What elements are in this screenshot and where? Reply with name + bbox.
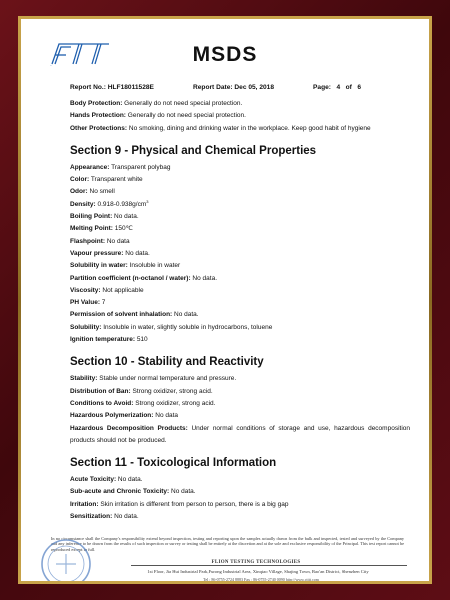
testing-seal-stamp (39, 537, 93, 581)
report-date: Report Date: Dec 05, 2018 (193, 84, 275, 91)
solvent-inhalation-row: Permission of solvent inhalation: No data. (70, 311, 199, 319)
footer-company-name: FLION TESTING TECHNOLOGIES (181, 560, 331, 565)
footer-contact: Tel : 86-0755-2724 8883 Fax : 86-0755-2740 0090 http://www.ctttt.com (203, 577, 319, 581)
acute-toxicity-row: Acute Toxicity: No data. (70, 476, 143, 484)
conditions-to-avoid-row: Conditions to Avoid: Strong oxidizer, strong acid. (70, 399, 216, 407)
solubility-row: Solubility: Insoluble in water, slightly soluble in hydrocarbons, toluene (70, 323, 273, 331)
document-page (21, 19, 429, 581)
hands-protection: Hands Protection: Generally do not need special protection. (70, 112, 246, 120)
partition-coefficient-row: Partition coefficient (n-octanol / water): No data. (70, 274, 218, 282)
hazardous-polymerization-row: Hazardous Polymerization: No data (70, 412, 179, 420)
section-9-heading: Section 9 - Physical and Chemical Properties (70, 144, 317, 157)
section-11-heading: Section 11 - Toxicological Information (70, 457, 277, 470)
boiling-point-row: Boiling Point: No data. (70, 213, 139, 221)
svg-text:FTT: FTT (50, 66, 52, 67)
body-protection: Body Protection: Generally do not need special protection. (70, 100, 243, 107)
viscosity-row: Viscosity: Not applicable (70, 286, 144, 294)
other-protections: Other Protections: No smoking, dining and drinking water in the workplace. Keep good habit of hygiene (70, 124, 371, 132)
stability-row: Stability: Stable under normal temperature and pressure. (70, 375, 237, 383)
section-10-heading: Section 10 - Stability and Reactivity (70, 356, 264, 369)
report-number: Report No.: HLF18011528E (70, 84, 154, 91)
distribution-of-ban-row: Distribution of Ban: Strong oxidizer, strong acid. (70, 387, 213, 395)
sensitization-row: Sensitization: No data. (70, 513, 139, 521)
footer-address: 1st Floor, Jia Hui Industrial Park,Furong Industrial Area, Xinqiao Village, Shajing Town, Bao'an District, Shenzhen City (147, 569, 369, 574)
decomposition-products-row: Hazardous Decomposition Products: Under normal conditions of storage and use, hazardous decomposition products should not be produced. (70, 424, 410, 444)
document-title: MSDS (192, 43, 258, 66)
footer-disclaimer: In no circumstance shall the Company's responsibility extend beyond inspection, testing and reporting upon the samples actually drawn from the bulk and inspected, tested and surveyed by the Company and any inference to be drawn from the results of such inspection or survey or testing shall be entirely at the discretion and at the sole and exclusive responsibility of the Principal. This test report cannot be reproduced except in full. (51, 536, 404, 552)
odor-row: Odor: No smell (70, 188, 115, 196)
density-row: Density: $0.918-0.938g/cm^3$ (70, 198, 149, 208)
page-indicator: Page: 4 of 6 (313, 84, 362, 91)
flashpoint-row: Flashpoint: No data (70, 237, 130, 245)
melting-point-row: Melting Point: 150℃ (70, 225, 133, 233)
ph-value-row: PH Value: 7 (70, 299, 106, 307)
appearance-row: Appearance: Transparent polybag (70, 163, 171, 171)
document-body (70, 98, 410, 523)
irritation-row: Irritation: Skin irritation is different from person to person, there is a big gap (70, 500, 289, 508)
vapour-pressure-row: Vapour pressure: No data. (70, 249, 150, 257)
ignition-temperature-row: Ignition temperature: 510 (70, 336, 148, 344)
chronic-toxicity-row: Sub-acute and Chronic Toxicity: No data. (70, 488, 196, 496)
footer-divider (131, 565, 407, 566)
solubility-water-row: Solubility in water: Insoluble in water (70, 262, 181, 270)
color-row: Color: Transparent white (70, 176, 143, 184)
